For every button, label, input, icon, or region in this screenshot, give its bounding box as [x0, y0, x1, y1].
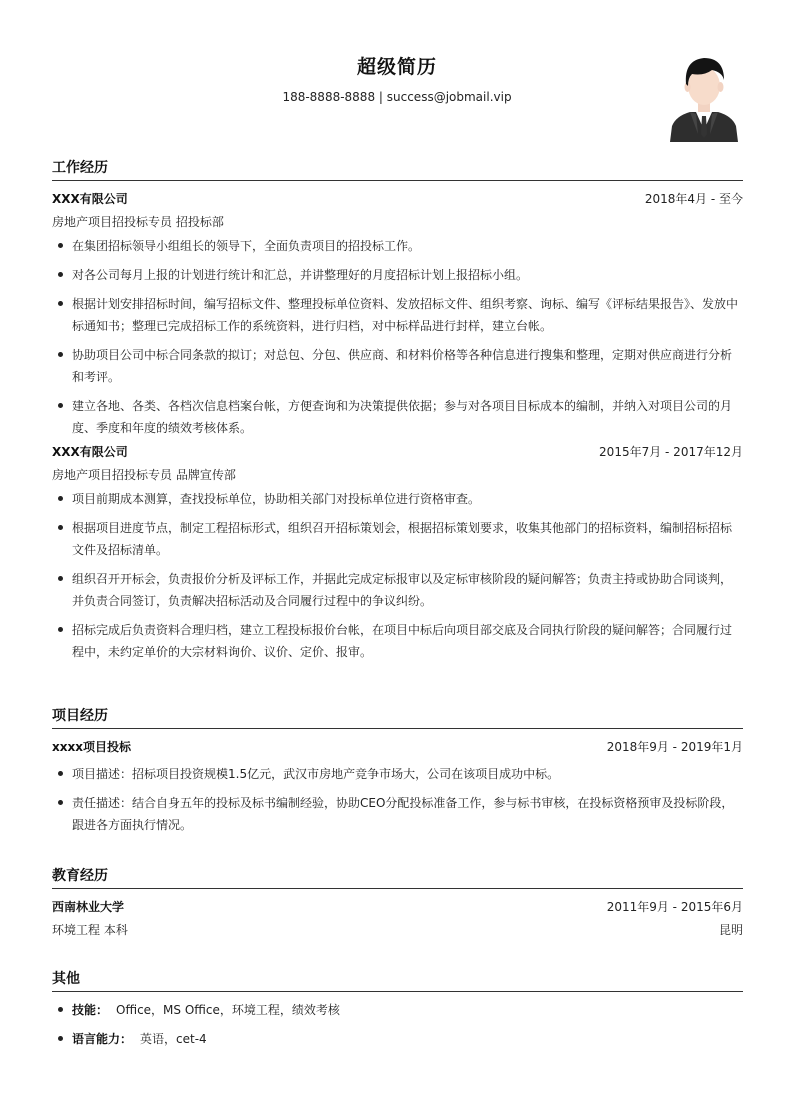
- work-section-title: 工作经历: [52, 155, 743, 181]
- company-name: XXX有限公司: [52, 445, 128, 459]
- work-entry: [52, 440, 743, 663]
- entry-date: 2011年9月 - 2015年6月: [606, 900, 743, 914]
- school-name: 西南林业大学: [52, 900, 125, 914]
- skill-value: Office，MS Office，环境工程，绩效考核: [116, 1003, 340, 1017]
- entry-date: 2018年4月 - 至今: [644, 192, 743, 206]
- education-entry: [52, 895, 743, 941]
- company-name: XXX有限公司: [52, 192, 128, 206]
- education-section-title: 教育经历: [52, 863, 743, 889]
- avatar: [668, 54, 740, 142]
- projects-section-title: 项目经历: [52, 703, 743, 729]
- entry-date: 2018年9月 - 2019年1月: [606, 740, 743, 754]
- resume-name: 超级简历: [356, 56, 437, 78]
- list-item: 根据项目进度节点，制定工程招标形式，组织召开招标策划会，根据招标策划要求，收集其他部门的招标资料，编制招标招标文件及招标清单。: [52, 517, 743, 561]
- list-item: 建立各地、各类、各档次信息档案台帐，方便查询和为决策提供依据；参与对各项目目标成本的编制，并纳入对项目公司的月度、季度和年度的绩效考核体系。: [52, 395, 743, 439]
- school-location: 昆明: [718, 923, 743, 937]
- list-item: 在集团招标领导小组组长的领导下，全面负责项目的招投标工作。: [52, 235, 743, 257]
- projects-section: [52, 703, 743, 843]
- list-item: 招标完成后负责资料合理归档，建立工程投标报价台帐，在项目中标后向项目部交底及合同执行阶段的疑问解答；合同履行过程中，未约定单价的大宗材料询价、议价、定价、报审。: [52, 619, 743, 663]
- education-section: [52, 863, 743, 941]
- project-entry: [52, 735, 743, 836]
- work-section: [52, 155, 743, 670]
- other-section-title: 其他: [52, 966, 743, 992]
- list-item: 组织召开开标会，负责报价分析及评标工作，并据此完成定标报审以及定标审核阶段的疑问解答；负责主持或协助合同谈判，并负责合同签订，负责解决招标活动及合同履行过程中的争议纠纷。: [52, 568, 743, 612]
- other-section: [52, 966, 743, 1057]
- language-value: 英语，cet-4: [140, 1032, 207, 1046]
- list-item: 协助项目公司中标合同条款的拟订；对总包、分包、供应商、和材料价格等各种信息进行搜集和整理，定期对供应商进行分析和考评。: [52, 344, 743, 388]
- list-item: [52, 999, 743, 1021]
- major-degree: 环境工程 本科: [52, 923, 128, 937]
- contact-info: 188-8888-8888 | success@jobmail.vip: [282, 90, 512, 104]
- list-item: 项目前期成本测算，查找投标单位，协助相关部门对投标单位进行资格审查。: [52, 488, 743, 510]
- job-role: 房地产项目招投标专员 招投标部: [52, 215, 224, 229]
- list-item: 项目描述：招标项目投资规模1.5亿元，武汉市房地产竞争市场大，公司在该项目成功中标。: [52, 763, 743, 785]
- list-item: 对各公司每月上报的计划进行统计和汇总，并讲整理好的月度招标计划上报招标小组。: [52, 264, 743, 286]
- list-item: [52, 1028, 743, 1050]
- work-entry: [52, 187, 743, 439]
- skill-label: 技能：: [72, 1003, 109, 1017]
- project-name: xxxx项目投标: [52, 740, 131, 754]
- entry-date: 2015年7月 - 2017年12月: [599, 445, 743, 459]
- language-label: 语言能力：: [72, 1032, 133, 1046]
- list-item: 责任描述：结合自身五年的投标及标书编制经验，协助CEO分配投标准备工作，参与标书审核，在投标资格预审及投标阶段，跟进各方面执行情况。: [52, 792, 743, 836]
- list-item: 根据计划安排招标时间，编写招标文件、整理投标单位资料、发放招标文件、组织考察、询标、编写《评标结果报告》、发放中标通知书；整理已完成招标工作的系统资料，进行归档，对中标样品进行封样，建立台帐。: [52, 293, 743, 337]
- job-role: 房地产项目招投标专员 品牌宣传部: [52, 468, 236, 482]
